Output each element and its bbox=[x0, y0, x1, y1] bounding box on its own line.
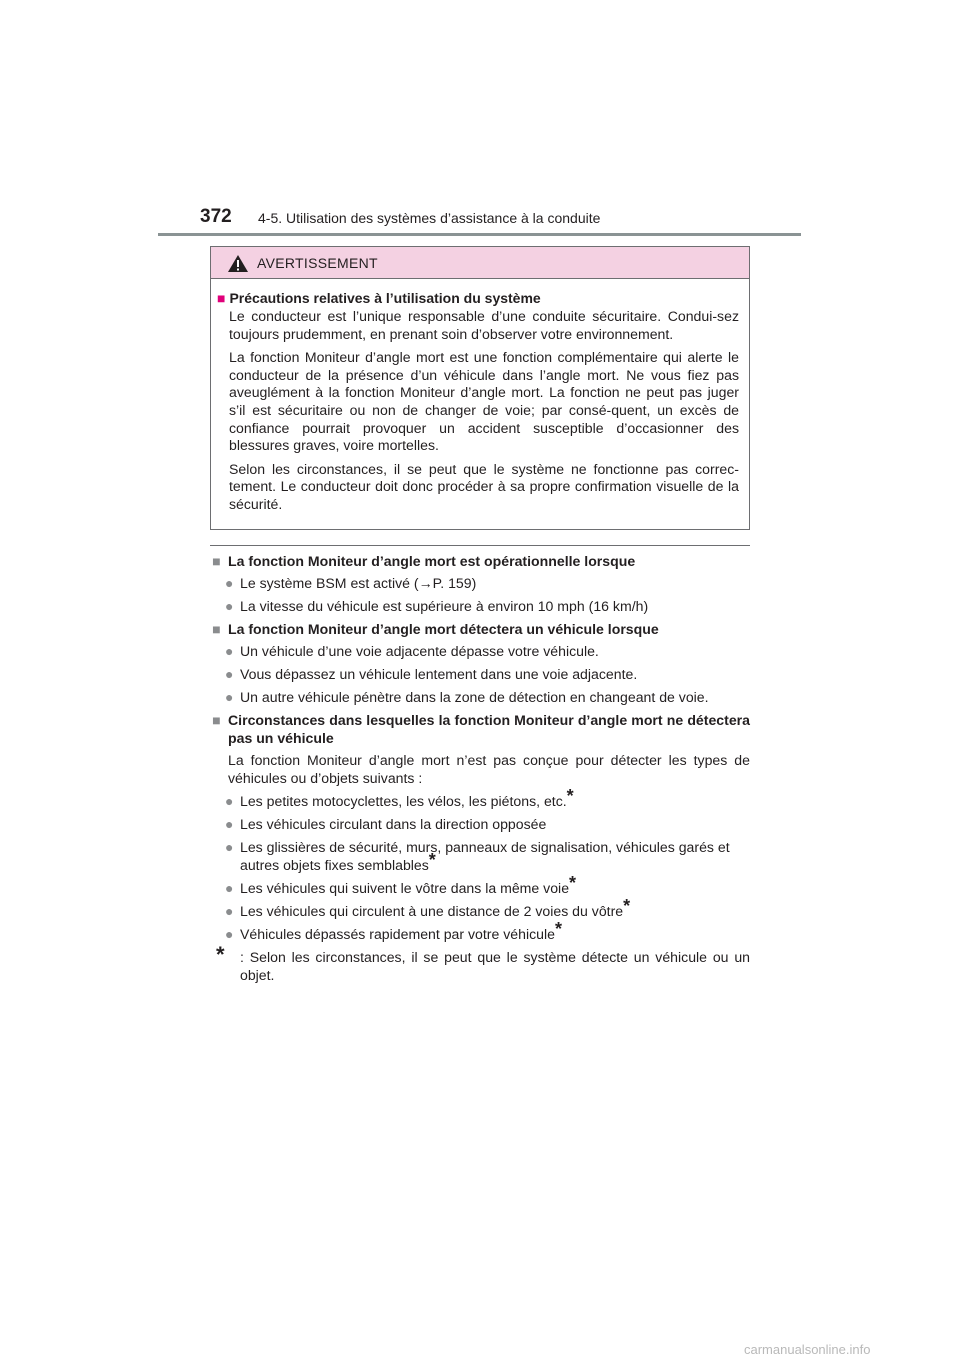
bullet-icon: ● bbox=[225, 793, 234, 809]
header-rule bbox=[158, 233, 801, 236]
chapter-title: 4-5. Utilisation des systèmes d’assistance à la conduite bbox=[258, 210, 601, 226]
list-item bbox=[210, 919, 750, 943]
list-item bbox=[210, 597, 750, 615]
list-item-text: Véhicules dépassés rapidement par votre véhicule bbox=[240, 926, 555, 942]
page-number: 372 bbox=[200, 206, 232, 227]
section-title bbox=[210, 552, 750, 570]
list-item bbox=[210, 896, 750, 920]
footnote-text: : Selon les circonstances, il se peut que le système détecte un véhicule ou un objet. bbox=[240, 949, 750, 983]
section-intro: La fonction Moniteur d’angle mort n’est pas conçue pour détecter les types de véhicules ou d’objets suivants : bbox=[228, 752, 750, 786]
warning-paragraph: Selon les circonstances, il se peut que le système ne fonctionne pas correc-tement. Le conducteur doit donc procéder à sa propre confirmation visuelle de la sécurité. bbox=[229, 460, 739, 512]
list-item-text: Les véhicules circulant dans la direction opposée bbox=[240, 816, 547, 832]
footnote-star: * bbox=[569, 873, 577, 893]
list-item-text: Un véhicule d’une voie adjacente dépasse votre véhicule. bbox=[240, 643, 599, 659]
warning-paragraph: La fonction Moniteur d’angle mort est une fonction complémentaire qui alerte le conducteur de la présence d’un véhicule dans l’angle mort. Ne vous fiez pas aveuglément à la fonction Moniteur d’angle mort. La fonction ne peut pas juger s’il est sécuritaire ou non de changer de voie; par consé-quent, un excès de confiance pourrait provoquer un accident susceptible d’occasionner des blessures graves, voire mortelles. bbox=[229, 349, 739, 454]
list-item bbox=[210, 786, 750, 810]
list-item bbox=[210, 665, 750, 683]
warning-box bbox=[210, 246, 750, 530]
list-item bbox=[210, 838, 750, 874]
list-item bbox=[210, 873, 750, 897]
bullet-icon: ● bbox=[225, 880, 234, 896]
bullet-icon: ● bbox=[225, 598, 234, 614]
bullet-icon: ● bbox=[225, 643, 234, 659]
bullet-icon: ● bbox=[225, 575, 234, 591]
square-bullet-icon: ■ bbox=[217, 290, 226, 306]
list-item-text: Les petites motocyclettes, les vélos, les piétons, etc. bbox=[240, 793, 567, 809]
list-item-text: La vitesse du véhicule est supérieure à environ 10 mph (16 km/h) bbox=[240, 598, 649, 614]
main-content bbox=[210, 551, 750, 984]
square-bullet-icon: ■ bbox=[212, 621, 221, 637]
footnote-mark: * bbox=[216, 942, 225, 967]
warning-title: AVERTISSEMENT bbox=[257, 255, 378, 271]
list-item bbox=[210, 688, 750, 706]
warning-body bbox=[211, 279, 749, 520]
list-item-text: Les glissières de sécurité, murs, panneaux de signalisation, véhicules garés et autres objets fixes semblables bbox=[240, 839, 730, 873]
list-item-text: Les véhicules qui circulent à une distance de 2 voies du vôtre bbox=[240, 903, 624, 919]
list-item-text: Les véhicules qui suivent le vôtre dans la même voie bbox=[240, 880, 570, 896]
section-title bbox=[210, 620, 750, 638]
list-item-text: Le système BSM est activé (→P. 159) bbox=[240, 575, 477, 591]
list-item-text: Un autre véhicule pénètre dans la zone de détection en changeant de voie. bbox=[240, 689, 709, 705]
page-header bbox=[0, 0, 960, 240]
warning-triangle-icon bbox=[227, 254, 249, 273]
warning-paragraph: Le conducteur est l’unique responsable d’une conduite sécuritaire. Condui-sez toujours prudemment, en prenant soin d’observer votre environnement. bbox=[229, 308, 739, 342]
warning-item-title-text: Précautions relatives à l’utilisation du système bbox=[229, 290, 541, 306]
list-item bbox=[210, 574, 750, 592]
bullet-icon: ● bbox=[225, 903, 234, 919]
section-title bbox=[210, 711, 750, 747]
list-item bbox=[210, 642, 750, 660]
list-item bbox=[210, 815, 750, 833]
bullet-icon: ● bbox=[225, 926, 234, 942]
warning-item-title bbox=[217, 289, 739, 307]
section-title-text: Circonstances dans lesquelles la fonction Moniteur d’angle mort ne détectera pas un véhicule bbox=[228, 712, 750, 746]
bullet-icon: ● bbox=[225, 689, 234, 705]
section-divider bbox=[210, 545, 750, 546]
section-title-text: La fonction Moniteur d’angle mort détectera un véhicule lorsque bbox=[228, 621, 659, 637]
bullet-icon: ● bbox=[225, 666, 234, 682]
footnote-star: * bbox=[554, 919, 562, 939]
footnote-star: * bbox=[566, 786, 574, 806]
footnote bbox=[210, 942, 750, 984]
watermark: carmanualsonline.info bbox=[744, 1342, 871, 1357]
section-title-text: La fonction Moniteur d’angle mort est opérationnelle lorsque bbox=[228, 553, 636, 569]
warning-header bbox=[211, 247, 749, 279]
bullet-icon: ● bbox=[225, 839, 234, 855]
square-bullet-icon: ■ bbox=[212, 553, 221, 569]
list-item-text: Vous dépassez un véhicule lentement dans une voie adjacente. bbox=[240, 666, 638, 682]
footnote-star: * bbox=[623, 896, 631, 916]
bullet-icon: ● bbox=[225, 816, 234, 832]
footnote-star: * bbox=[428, 850, 436, 870]
square-bullet-icon: ■ bbox=[212, 712, 221, 728]
